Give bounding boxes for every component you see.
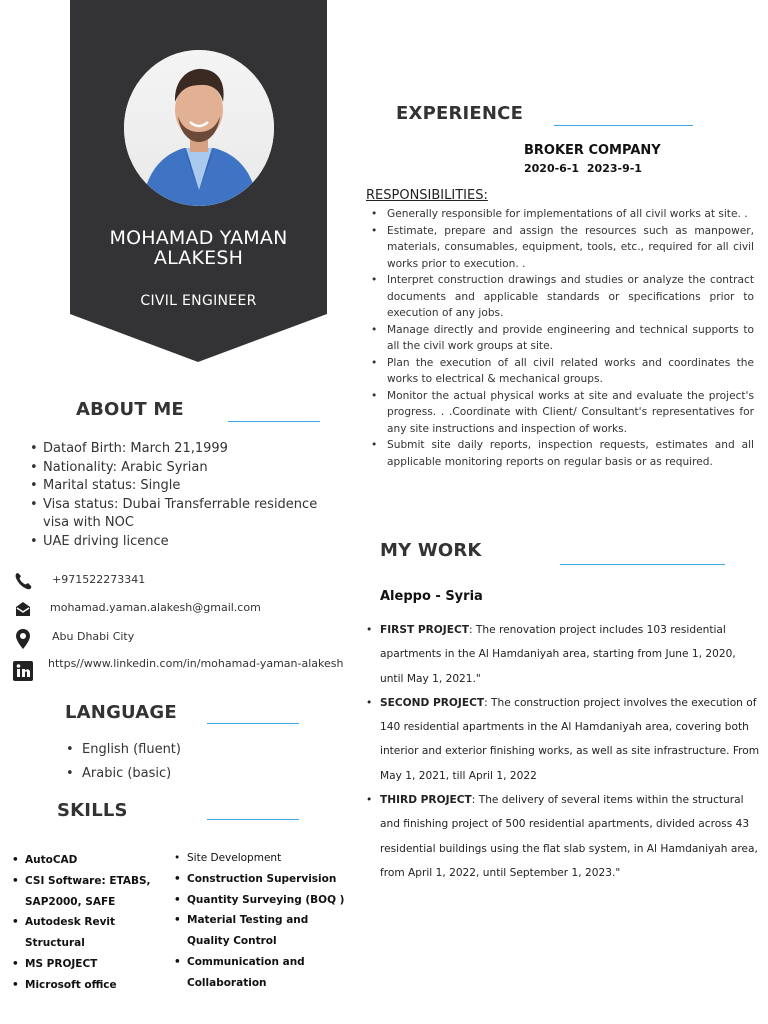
skills-column-2 [172,848,352,994]
language-heading: LANGUAGE [65,702,177,723]
language-heading-rule [207,723,299,724]
skills-column-1 [10,850,160,996]
project-description: : The delivery of several items within the structural and finishing project of 500 residential apartments, divided across 43 residential buildings using the flat slab system, in Al Hamdaniyah area, from April 1, 2022, until September 1, 2023." [380,794,758,879]
language-item: • English (fluent) [66,738,181,762]
about-item: • UAE driving licence [28,533,328,552]
responsibility-item: • Submit site daily reports, inspection requests, estimates and all applicable monitoring reports on regular basis or as required. [368,437,754,470]
about-item: • Visa status: Dubai Transferrable residence visa with NOC [28,496,328,533]
about-list [28,440,328,551]
skills-heading: SKILLS [57,800,128,821]
experience-heading-rule [554,125,693,126]
responsibility-item: • Estimate, prepare and assign the resources such as manpower, materials, consumables, equipment, tools, etc., required for all civil works prior to execution. . [368,223,754,273]
language-item: • Arabic (basic) [66,762,181,786]
projects-list [364,618,762,885]
project-item [364,618,762,691]
email-address[interactable]: mohamad.yaman.alakesh@gmail.com [50,601,261,614]
candidate-name [70,228,327,268]
responsibility-item: • Generally responsible for implementations of all civil works at site. . [368,206,754,223]
experience-heading: EXPERIENCE [396,103,524,124]
language-list [66,738,181,786]
skill-item: • CSI Software: ETABS, SAP2000, SAFE [10,871,160,913]
skill-item: • Communication and Collaboration [172,952,352,994]
profile-photo [124,50,274,206]
project-item [364,691,762,788]
my-work-heading: MY WORK [380,540,482,561]
email-icon [12,598,36,620]
phone-number: +971522273341 [52,573,146,586]
skill-item: • Construction Supervision [172,869,352,890]
work-location: Aleppo - Syria [380,589,483,604]
skill-item: • Material Testing and Quality Control [172,910,352,952]
contact-linkedin [12,657,362,682]
about-heading-rule [228,421,320,422]
name-line-1: MOHAMAD YAMAN [109,227,288,249]
skill-item: • Site Development [172,848,352,869]
name-line-2: ALAKESH [153,247,244,269]
project-description: : The renovation project includes 103 residential apartments in the Al Hamdaniyah area, starting from June 1, 2020, until May 1, 2021." [380,624,736,685]
employment-dates: 2020-6-1 2023-9-1 [524,162,642,175]
project-item [364,788,762,885]
responsibilities-list [368,206,754,470]
my-work-heading-rule [560,564,725,565]
person-image [124,50,274,206]
responsibility-item: • Plan the execution of all civil related works and coordinates the works to electrical & mechanical groups. [368,355,754,388]
linkedin-icon [12,660,36,682]
contact-email [12,598,362,620]
project-title: SECOND PROJECT [380,696,485,709]
location-text: Abu Dhabi City [52,630,135,643]
about-item: • Marital status: Single [28,477,328,496]
skill-item: • MS PROJECT [10,954,160,975]
responsibility-item: • Manage directly and provide engineering and technical supports to all the civil work groups at site. [368,322,754,355]
skill-item: • AutoCAD [10,850,160,871]
responsibilities-heading: RESPONSIBILITIES: [366,188,488,203]
skill-item: • Autodesk Revit Structural [10,912,160,954]
location-pin-icon [12,627,36,649]
header-banner [70,0,327,362]
phone-icon [12,570,36,592]
responsibility-item: • Monitor the actual physical works at site and evaluate the project's progress. . .Coordinate with Client/ Consultant's representatives for any site instructions and inspection of works. [368,388,754,438]
company-name: BROKER COMPANY [524,143,661,158]
skill-item: • Quantity Surveying (BOQ ) [172,890,352,911]
project-title: FIRST PROJECT [380,624,469,636]
about-item: • Nationality: Arabic Syrian [28,459,328,478]
responsibility-item: • Interpret construction drawings and studies or analyze the contract documents and applicable standards or specifications prior to execution of any jobs. [368,272,754,322]
about-item: • Dataof Birth: March 21,1999 [28,440,328,459]
skills-heading-rule [207,819,299,820]
project-title: THIRD PROJECT [380,794,472,807]
contact-phone [12,570,362,592]
job-title: CIVIL ENGINEER [140,293,257,309]
contact-location [12,627,362,649]
about-heading: ABOUT ME [76,399,184,420]
skill-item: • Microsoft office [10,975,160,996]
linkedin-url[interactable]: https//www.linkedin.com/in/mohamad-yaman-alakesh [48,657,344,670]
project-description: : The construction project involves the execution of 140 residential apartments in the Al Hamdaniyah area, covering both interior and exterior finishing works, as well as site infrastructure. From May 1, 2021, till April 1, 2022 [380,696,760,782]
